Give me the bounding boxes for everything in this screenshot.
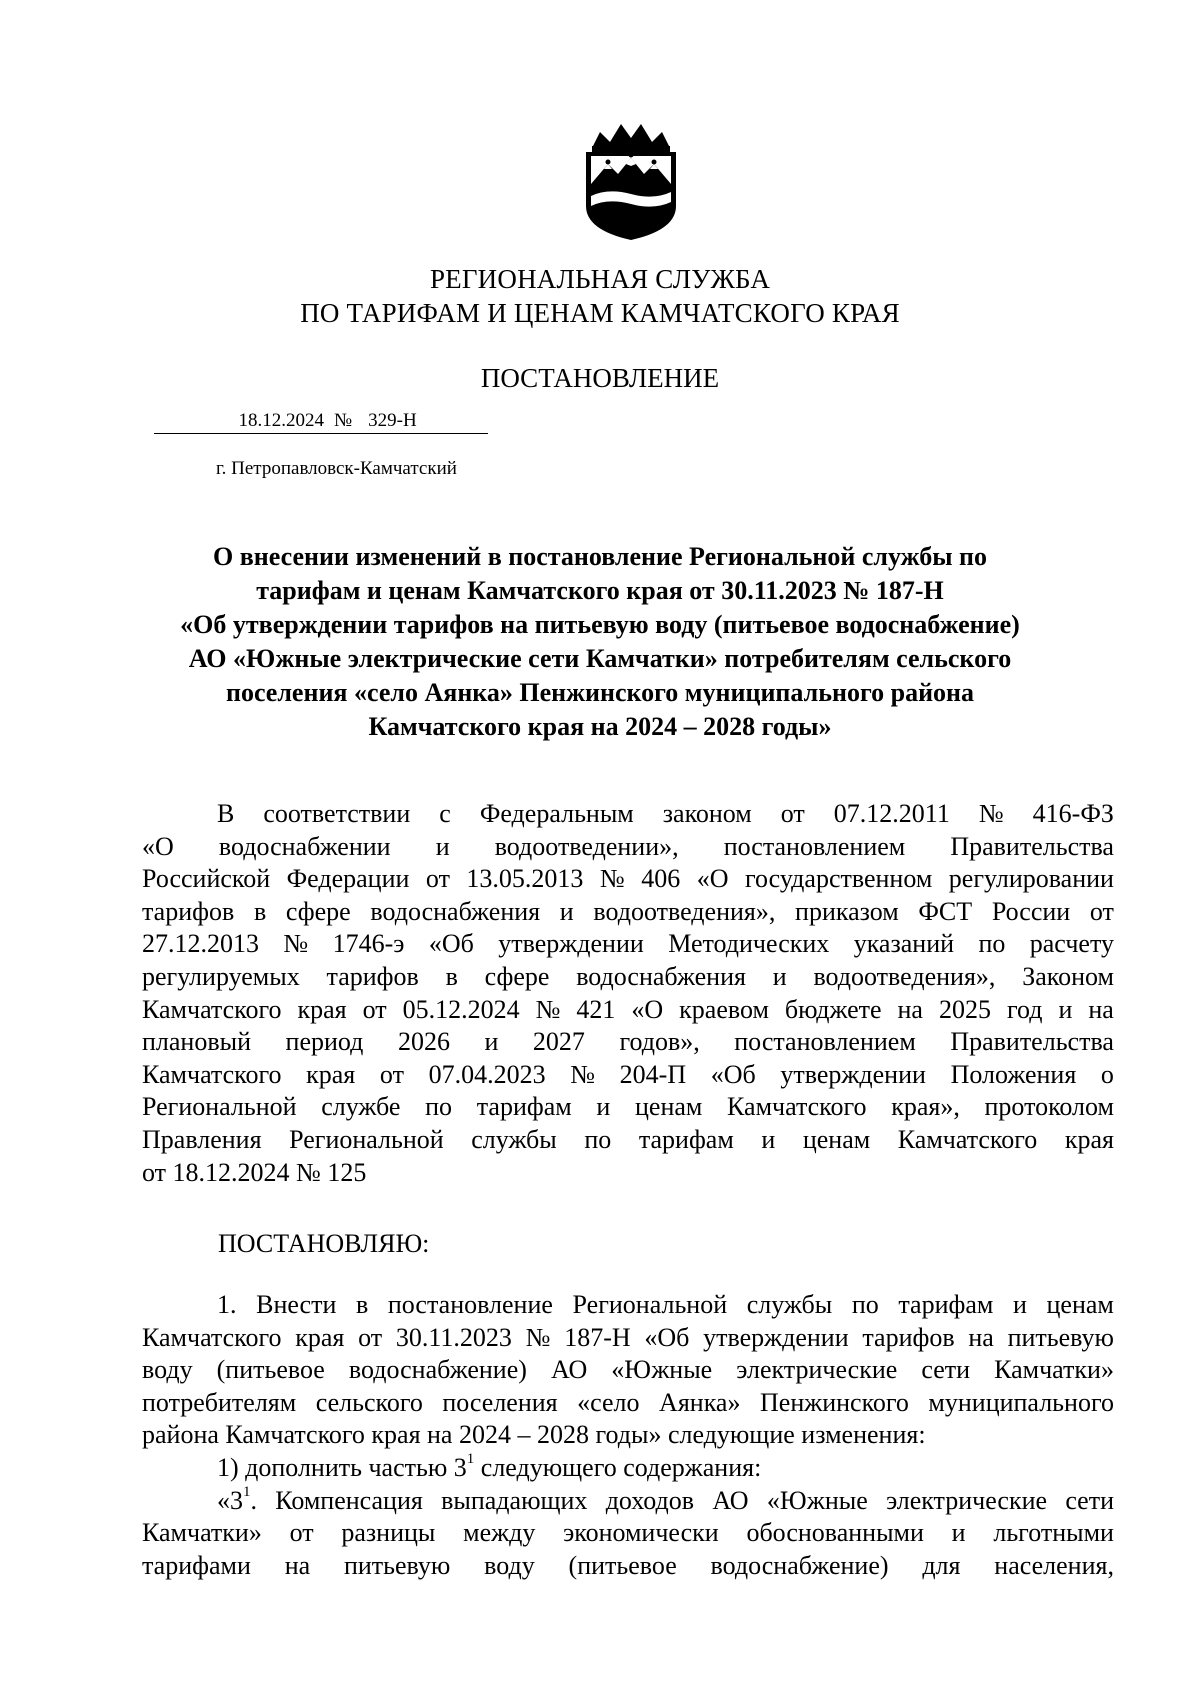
document-date-number [154,409,488,434]
organization-name-line-1: РЕГИОНАЛЬНАЯ СЛУЖБА [429,264,771,294]
text-line: Правления Региональной службы по тарифам и ценам Камчатского края [142,1124,1114,1154]
item-1-paragraph [142,1289,1114,1582]
text-line: воду (питьевое водоснабжение) АО «Южные электрические сети Камчатки» [142,1355,1114,1385]
text-line: потребителям сельского поселения «село Аянка» Пенжинского муниципального [142,1387,1114,1417]
preamble-paragraph [142,798,1114,1189]
text-line: Российской Федерации от 13.05.2013 № 406 «О государственном регулировании [142,864,1114,894]
text-line: плановый период 2026 и 2027 годов», постановлением Правительства [142,1027,1114,1057]
text-line: Региональной службе по тарифам и ценам Камчатского края», протоколом [142,1092,1114,1122]
text-line: В соответствии с Федеральным законом от 07.12.2011 № 416-ФЗ [217,799,1114,828]
decree-word: ПОСТАНОВЛЯЮ: [218,1229,430,1258]
title-line: поселения «село Аянка» Пенжинского муниципального района [225,678,975,707]
text-line: района Камчатского края на 2024 – 2028 годы» следующие изменения: [142,1420,926,1450]
text-line: 27.12.2013 № 1746-э «Об утверждении Методических указаний по расчету [142,929,1114,959]
document-date: 18.12.2024 [154,409,328,434]
text-line: Камчатского края от 07.04.2023 № 204-П «Об утверждении Положения о [142,1059,1114,1089]
document-title [150,540,1050,744]
text-line: Камчатского края от 30.11.2023 № 187-Н «Об утверждении тарифов на питьевую [142,1322,1114,1352]
quote-line: «$3^1$. Компенсация выпадающих доходов АО «Южные электрические сети [217,1483,1114,1515]
title-line: АО «Южные электрические сети Камчатки» потребителям сельского [188,644,1012,673]
document-city: г. Петропавловск-Камчатский [216,458,457,479]
text-line: Камчатки» от разницы между экономически обоснованными и льготными [142,1518,1114,1548]
text-line: «О водоснабжении и водоотведении», постановлением Правительства [142,831,1114,861]
text-line: регулируемых тарифов в сфере водоснабжения и водоотведения», Законом [142,961,1114,991]
title-line: тарифам и ценам Камчатского края от 30.11.2023 № 187-Н [256,576,944,605]
number-sign: № [328,409,358,434]
document-type: ПОСТАНОВЛЕНИЕ [480,363,720,393]
title-line: Камчатского края на 2024 – 2028 годы» [368,712,832,741]
title-line: О внесении изменений в постановление Региональной службы по [213,542,987,571]
subitem-1: 1) дополнить частью $3^1$ следующего содержания: [217,1451,762,1482]
text-line: от 18.12.2024 № 125 [142,1157,367,1187]
text-line: Камчатского края от 05.12.2024 № 421 «О краевом бюджете на 2025 год и на [142,994,1114,1024]
text-line: тарифов в сфере водоснабжения и водоотведения», приказом ФСТ России от [142,896,1114,926]
organization-name-line-2: ПО ТАРИФАМ И ЦЕНАМ КАМЧАТСКОГО КРАЯ [300,298,900,328]
document-number: 329-Н [358,409,488,434]
title-line: «Об утверждении тарифов на питьевую воду (питьевое водоснабжение) [180,610,1020,639]
text-line: 1. Внести в постановление Региональной службы по тарифам и ценам [217,1290,1114,1319]
kamchatka-coat-of-arms-icon [578,118,684,242]
text-line: тарифами на питьевую воду (питьевое водоснабжение) для населения, [142,1550,1114,1580]
